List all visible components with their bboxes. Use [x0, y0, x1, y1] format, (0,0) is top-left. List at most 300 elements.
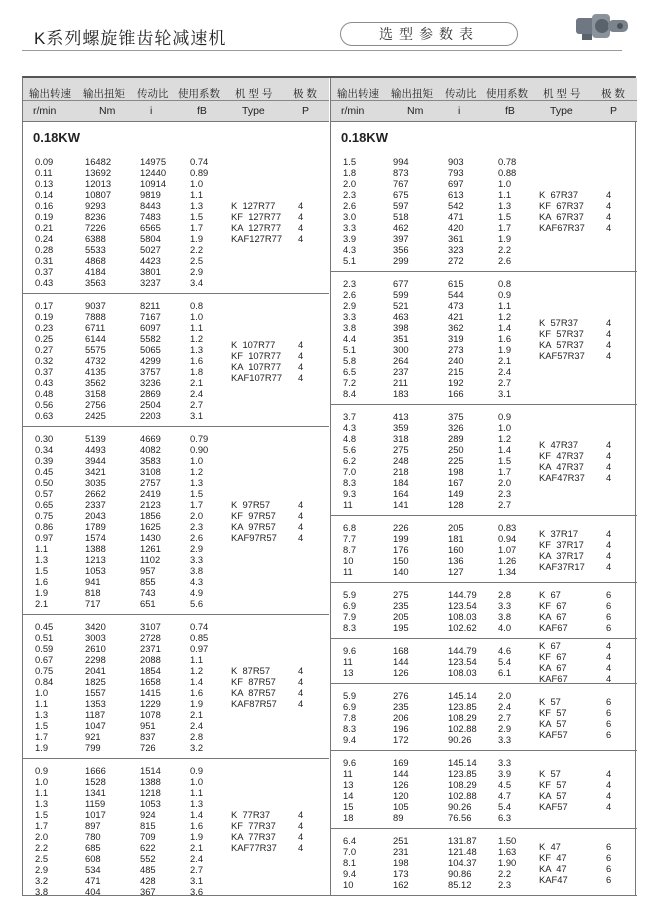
table-cell: 0.51 [35, 632, 54, 643]
pole-count: 4 [298, 339, 304, 350]
model-row [231, 361, 331, 372]
table-cell: 1.0 [190, 178, 204, 189]
model-type: KAF57 [539, 729, 568, 740]
pole-count: 4 [606, 350, 612, 361]
table-cell: 141 [393, 499, 409, 510]
table-cell: 5027 [140, 244, 161, 255]
table-row [331, 879, 541, 890]
left-group [23, 759, 329, 900]
table-cell: 176 [393, 544, 409, 555]
header-unit: Type [242, 105, 265, 117]
table-cell: 199 [393, 533, 409, 544]
table-cell: 685 [85, 842, 101, 853]
table-cell: 275 [393, 589, 409, 600]
table-cell: 5139 [85, 433, 106, 444]
table-cell: 226 [393, 522, 409, 533]
table-cell: 3.2 [190, 742, 204, 753]
table-cell: 235 [393, 600, 409, 611]
table-cell: 4493 [85, 444, 106, 455]
table-cell: 420 [448, 222, 464, 233]
table-cell: 1.3 [35, 709, 49, 720]
model-type: KA 57 [539, 790, 567, 801]
table-cell: 4082 [140, 444, 161, 455]
table-cell: 102.62 [448, 622, 477, 633]
pole-count: 4 [298, 222, 304, 233]
model-type: KF 127R77 [231, 211, 282, 222]
table-cell: 10807 [85, 189, 112, 200]
table-cell: 3.3 [343, 222, 357, 233]
pole-count: 4 [298, 350, 304, 361]
table-cell: 1.90 [498, 857, 517, 868]
pole-count: 6 [606, 589, 612, 600]
table-cell: 0.14 [35, 189, 54, 200]
table-cell: 717 [85, 598, 101, 609]
table-row [23, 510, 233, 521]
pole-count: 4 [606, 790, 612, 801]
pole-count: 4 [298, 809, 304, 820]
table-row [331, 645, 541, 656]
table-cell: 2.7 [498, 377, 512, 388]
table-row [23, 377, 233, 388]
table-cell: 2.2 [190, 244, 204, 255]
table-cell: 5.6 [190, 598, 204, 609]
table-cell: 1430 [140, 532, 161, 543]
table-cell: 5.4 [498, 801, 512, 812]
table-cell: 0.50 [35, 477, 54, 488]
table-cell: 398 [393, 322, 409, 333]
table-cell: 413 [393, 411, 409, 422]
table-row [331, 411, 541, 422]
table-row [331, 333, 541, 344]
table-cell: 5804 [140, 233, 161, 244]
table-row [23, 333, 233, 344]
table-cell: 3.8 [343, 322, 357, 333]
model-row [539, 863, 639, 874]
table-cell: 1.0 [35, 687, 49, 698]
model-type: KF 67 [539, 600, 567, 611]
header-unit: Nm [99, 105, 116, 117]
table-cell: 1.3 [190, 344, 204, 355]
table-row [331, 466, 541, 477]
header-label: 使用系数 [486, 88, 528, 100]
pole-count: 4 [606, 450, 612, 461]
model-type: KAF57R37 [539, 350, 585, 361]
header-unit: r/min [33, 105, 57, 117]
table-row [331, 835, 541, 846]
table-row [23, 156, 233, 167]
table-cell: 323 [448, 244, 464, 255]
pole-count: 6 [606, 874, 612, 885]
table-cell: 1078 [140, 709, 161, 720]
table-cell: 1.0 [190, 776, 204, 787]
model-row [539, 874, 639, 885]
table-cell: 5575 [85, 344, 106, 355]
right-group [331, 751, 637, 829]
model-type: KF 77R37 [231, 820, 276, 831]
table-cell: 1.3 [498, 200, 512, 211]
table-cell: 351 [393, 333, 409, 344]
table-cell: 0.37 [35, 266, 54, 277]
table-cell: 3236 [140, 377, 161, 388]
table-cell: 105 [393, 801, 409, 812]
table-cell: 0.19 [35, 311, 54, 322]
table-cell: 5.9 [343, 690, 357, 701]
model-type: KF 37R17 [539, 539, 584, 550]
table-cell: 4732 [85, 355, 106, 366]
model-type: KAF107R77 [231, 372, 283, 383]
pole-count: 4 [606, 189, 612, 200]
table-row [331, 868, 541, 879]
table-cell: 90.26 [448, 734, 472, 745]
pole-count: 4 [606, 801, 612, 812]
table-cell: 1666 [85, 765, 106, 776]
table-cell: 8.3 [343, 723, 357, 734]
table-cell: 144.79 [448, 589, 477, 600]
table-cell: 2.8 [498, 589, 512, 600]
table-cell: 0.56 [35, 399, 54, 410]
table-cell: 299 [393, 255, 409, 266]
table-row [23, 853, 233, 864]
table-row [331, 566, 541, 577]
model-type: KA 57 [539, 718, 567, 729]
pole-count: 4 [298, 521, 304, 532]
table-cell: 10 [343, 879, 354, 890]
model-type: KA 87R57 [231, 687, 276, 698]
pole-count: 6 [606, 696, 612, 707]
table-cell: 167 [448, 477, 464, 488]
model-type: KAF127R77 [231, 233, 283, 244]
table-cell: 2203 [140, 410, 161, 421]
table-cell: 4135 [85, 366, 106, 377]
table-cell: 1.1 [498, 189, 512, 200]
table-cell: 102.88 [448, 790, 477, 801]
table-cell: 3562 [85, 377, 106, 388]
table-cell: 5.1 [343, 255, 357, 266]
table-cell: 0.21 [35, 222, 54, 233]
table-cell: 6.5 [343, 366, 357, 377]
model-row [539, 589, 639, 600]
table-cell: 144.79 [448, 645, 477, 656]
table-cell: 1.50 [498, 835, 517, 846]
table-cell: 1789 [85, 521, 106, 532]
table-row [23, 565, 233, 576]
table-cell: 818 [85, 587, 101, 598]
model-row [539, 768, 639, 779]
table-cell: 3.2 [35, 875, 49, 886]
model-type: K 37R17 [539, 528, 579, 539]
table-cell: 7167 [140, 311, 161, 322]
model-type: K 47R37 [539, 439, 579, 450]
table-row [23, 820, 233, 831]
pole-count: 6 [606, 841, 612, 852]
table-row [331, 701, 541, 712]
table-row [23, 266, 233, 277]
table-cell: 0.59 [35, 643, 54, 654]
table-cell: 144 [393, 656, 409, 667]
model-row [539, 189, 639, 200]
table-cell: 0.90 [190, 444, 209, 455]
table-cell: 7.2 [343, 377, 357, 388]
table-cell: 198 [448, 466, 464, 477]
table-row [331, 433, 541, 444]
table-cell: 0.8 [190, 300, 204, 311]
table-cell: 128 [448, 499, 464, 510]
table-cell: 205 [448, 522, 464, 533]
table-cell: 5.6 [343, 444, 357, 455]
table-cell: 1.6 [498, 333, 512, 344]
model-type: KF 47R37 [539, 450, 584, 461]
table-row [23, 444, 233, 455]
table-cell: 1415 [140, 687, 161, 698]
header-unit: fB [505, 105, 515, 117]
table-row [331, 455, 541, 466]
right-group [331, 684, 637, 751]
table-cell: 13 [343, 779, 354, 790]
table-row [331, 422, 541, 433]
pole-count: 6 [606, 729, 612, 740]
table-cell: 2.4 [498, 366, 512, 377]
table-cell: 1.0 [35, 776, 49, 787]
table-cell: 2.1 [498, 355, 512, 366]
table-cell: 3583 [140, 455, 161, 466]
table-cell: 3.4 [190, 277, 204, 288]
table-cell: 1.7 [35, 731, 49, 742]
table-cell: 8.7 [343, 544, 357, 555]
table-row [331, 533, 541, 544]
table-cell: 1.63 [498, 846, 517, 857]
header-unit: i [458, 105, 461, 117]
table-row [331, 388, 541, 399]
model-type: K 47 [539, 841, 561, 852]
table-cell: 2.9 [190, 543, 204, 554]
model-row [539, 600, 639, 611]
table-cell: 264 [393, 355, 409, 366]
pole-count: 4 [606, 662, 612, 673]
model-type: K 97R57 [231, 499, 271, 510]
table-cell: 8.1 [343, 857, 357, 868]
table-cell: 428 [140, 875, 156, 886]
table-cell: 76.56 [448, 812, 472, 823]
table-cell: 218 [393, 466, 409, 477]
table-cell: 473 [448, 300, 464, 311]
table-cell: 1353 [85, 698, 106, 709]
table-cell: 1.1 [498, 300, 512, 311]
pole-count: 6 [606, 718, 612, 729]
left-table-header [23, 78, 329, 122]
table-cell: 542 [448, 200, 464, 211]
table-cell: 2.5 [35, 853, 49, 864]
table-row [331, 377, 541, 388]
model-row [539, 561, 639, 572]
table-row [331, 444, 541, 455]
table-cell: 0.84 [35, 676, 54, 687]
table-cell: 356 [393, 244, 409, 255]
table-cell: 2.0 [498, 690, 512, 701]
pole-count: 4 [606, 768, 612, 779]
table-row [331, 757, 541, 768]
table-cell: 2.9 [35, 864, 49, 875]
table-cell: 126 [393, 779, 409, 790]
table-cell: 164 [393, 488, 409, 499]
pole-count: 4 [298, 687, 304, 698]
table-cell: 0.74 [190, 156, 209, 167]
table-row [23, 621, 233, 632]
table-cell: 0.32 [35, 355, 54, 366]
table-row [23, 211, 233, 222]
table-row [23, 499, 233, 510]
table-cell: 0.83 [498, 522, 517, 533]
table-cell: 7.8 [343, 712, 357, 723]
right-group [331, 829, 637, 896]
table-cell: 6.3 [498, 812, 512, 823]
table-cell: 108.03 [448, 667, 477, 678]
table-cell: 0.86 [35, 521, 54, 532]
model-row [539, 611, 639, 622]
table-row [23, 455, 233, 466]
table-cell: 1159 [85, 798, 106, 809]
table-cell: 237 [393, 366, 409, 377]
table-cell: 0.27 [35, 344, 54, 355]
gearbox-icon [574, 8, 630, 46]
table-row [23, 765, 233, 776]
table-cell: 231 [393, 846, 409, 857]
table-cell: 183 [393, 388, 409, 399]
model-type: KF 57R37 [539, 328, 584, 339]
table-row [23, 576, 233, 587]
table-cell: 0.65 [35, 499, 54, 510]
table-cell: 4.0 [498, 622, 512, 633]
pole-count: 4 [606, 211, 612, 222]
header-label: 传动比 [137, 88, 169, 100]
table-cell: 4299 [140, 355, 161, 366]
table-cell: 1053 [85, 565, 106, 576]
table-cell: 1856 [140, 510, 161, 521]
pole-count: 4 [298, 698, 304, 709]
table-cell: 4.3 [343, 422, 357, 433]
table-cell: 3.9 [343, 233, 357, 244]
header-label: 机 型 号 [235, 88, 273, 100]
model-row [231, 698, 331, 709]
table-cell: 2.0 [190, 510, 204, 521]
table-row [23, 731, 233, 742]
model-row [539, 528, 639, 539]
table-cell: 397 [393, 233, 409, 244]
table-cell: 1.0 [190, 311, 204, 322]
table-row [23, 809, 233, 820]
table-cell: 162 [393, 879, 409, 890]
table-cell: 793 [448, 167, 464, 178]
model-type: K 77R37 [231, 809, 271, 820]
right-group [331, 516, 637, 583]
table-cell: 3421 [85, 466, 106, 477]
table-cell: 2.7 [190, 864, 204, 875]
table-row [331, 289, 541, 300]
table-cell: 1218 [140, 787, 161, 798]
model-type: KA 37R17 [539, 550, 584, 561]
table-cell: 2.7 [190, 399, 204, 410]
right-group [331, 639, 637, 684]
table-cell: 767 [393, 178, 409, 189]
header-label: 输出转速 [29, 88, 71, 100]
table-cell: 0.9 [498, 289, 512, 300]
pole-count: 4 [298, 831, 304, 842]
table-cell: 7.0 [343, 846, 357, 857]
table-cell: 1.1 [190, 322, 204, 333]
table-cell: 0.11 [35, 167, 53, 178]
model-type: KAF47 [539, 874, 568, 885]
table-cell: 3563 [85, 277, 106, 288]
model-row [539, 211, 639, 222]
table-row [331, 801, 541, 812]
model-type: KA 127R77 [231, 222, 282, 233]
model-type: KF 47 [539, 852, 567, 863]
table-cell: 2337 [85, 499, 106, 510]
table-cell: 140 [393, 566, 409, 577]
table-cell: 1.1 [190, 787, 204, 798]
table-cell: 2.3 [498, 879, 512, 890]
table-cell: 1.1 [190, 189, 204, 200]
pole-count: 4 [606, 339, 612, 350]
table-cell: 1053 [140, 798, 161, 809]
table-row [23, 300, 233, 311]
table-cell: 2123 [140, 499, 161, 510]
model-type: KF 67R37 [539, 200, 584, 211]
table-row [331, 366, 541, 377]
table-cell: 196 [393, 723, 409, 734]
table-cell: 7.0 [343, 466, 357, 477]
table-row [331, 233, 541, 244]
table-cell: 5.1 [343, 344, 357, 355]
table-cell: 6388 [85, 233, 106, 244]
table-row [331, 768, 541, 779]
model-type: K 57R37 [539, 317, 579, 328]
pole-count: 4 [606, 651, 612, 662]
table-cell: 18 [343, 812, 354, 823]
table-row [331, 712, 541, 723]
model-type: KF 57 [539, 779, 567, 790]
table-cell: 544 [448, 289, 464, 300]
table-cell: 7.7 [343, 533, 357, 544]
table-cell: 7226 [85, 222, 106, 233]
table-cell: 150 [393, 555, 409, 566]
table-row [331, 255, 541, 266]
table-cell: 5582 [140, 333, 161, 344]
table-cell: 2.6 [343, 289, 357, 300]
table-cell: 123.85 [448, 701, 477, 712]
table-row [23, 344, 233, 355]
right-table-header [331, 78, 637, 122]
pole-count: 6 [606, 600, 612, 611]
table-cell: 3158 [85, 388, 106, 399]
table-row [23, 399, 233, 410]
table-cell: 12440 [140, 167, 167, 178]
model-row [231, 842, 331, 853]
table-cell: 651 [140, 598, 156, 609]
table-cell: 123.85 [448, 768, 477, 779]
table-cell: 1.1 [190, 654, 204, 665]
table-cell: 1.5 [35, 809, 49, 820]
table-cell: 5.9 [343, 589, 357, 600]
table-cell: 1.7 [498, 466, 512, 477]
table-cell: 1.9 [35, 587, 49, 598]
table-row [23, 842, 233, 853]
table-row [331, 156, 541, 167]
table-cell: 799 [85, 742, 101, 753]
table-cell: 144 [393, 768, 409, 779]
table-cell: 2041 [85, 665, 106, 676]
table-row [23, 886, 233, 897]
model-row [539, 550, 639, 561]
